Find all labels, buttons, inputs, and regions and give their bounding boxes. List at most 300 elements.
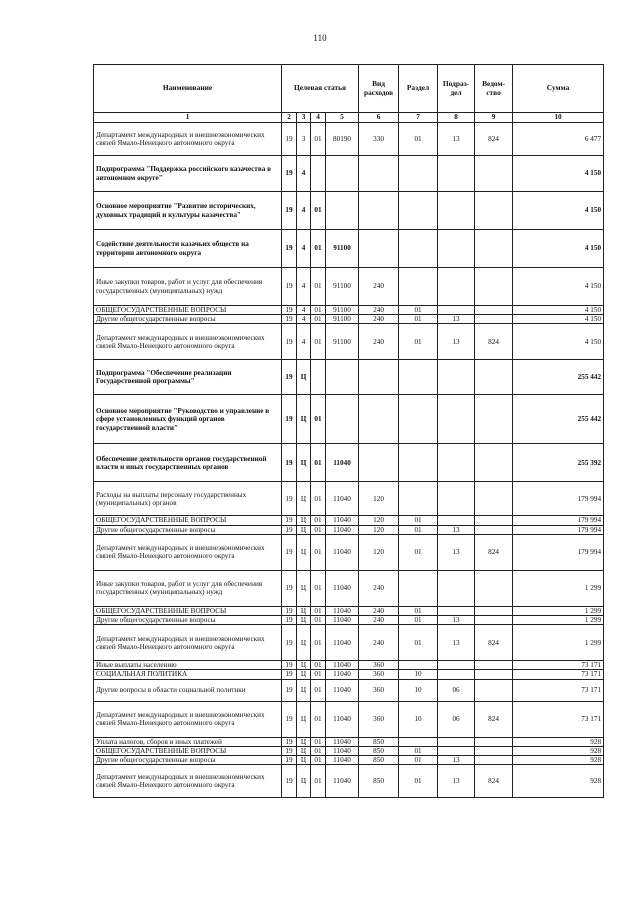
cell-subprogram: Ц [297,679,311,701]
table-row [94,746,604,755]
cell-program: 19 [282,123,297,156]
cell-subsection: 06 [438,701,475,737]
header-subsection: Подраз-дел [438,65,475,113]
cell-measure: 01 [311,737,326,746]
cell-subprogram: Ц [297,606,311,615]
cell-subsection [438,746,475,755]
cell-amount: 73 171 [513,670,604,679]
cell-name: Подпрограмма "Поддержка российского казачества в автономном округе" [94,156,282,192]
cell-subsection [438,306,475,315]
table-row [94,616,604,625]
cell-section [399,661,438,670]
table-row [94,525,604,534]
column-index: 9 [475,113,513,123]
cell-program: 19 [282,192,297,230]
cell-subsection: 13 [438,616,475,625]
cell-department [475,746,513,755]
cell-name: ОБЩЕГОСУДАРСТВЕННЫЕ ВОПРОСЫ [94,306,282,315]
cell-measure: 01 [311,625,326,661]
header-section: Раздел [399,65,438,113]
cell-name: Другие вопросы в области социальной политики [94,679,282,701]
cell-amount: 4 150 [513,306,604,315]
cell-section: 01 [399,525,438,534]
cell-department [475,661,513,670]
cell-expense-type: 240 [359,606,399,615]
table-row [94,606,604,615]
cell-measure: 01 [311,444,326,482]
cell-amount: 179 994 [513,525,604,534]
cell-measure [311,156,326,192]
cell-program: 19 [282,570,297,606]
cell-measure: 01 [311,670,326,679]
cell-subsection: 13 [438,324,475,360]
cell-name: ОБЩЕГОСУДАРСТВЕННЫЕ ВОПРОСЫ [94,606,282,615]
column-index-row [94,113,604,123]
cell-name: Обеспечение деятельности органов государственной власти и иных государственных органов [94,444,282,482]
cell-section: 01 [399,616,438,625]
cell-direction: 91100 [326,306,359,315]
cell-direction [326,395,359,444]
cell-program: 19 [282,516,297,525]
cell-section: 01 [399,756,438,765]
table-row [94,360,604,395]
cell-expense-type: 240 [359,324,399,360]
cell-amount: 4 150 [513,230,604,268]
cell-amount: 928 [513,746,604,755]
cell-name: Расходы на выплаты персоналу государственных (муниципальных) органов [94,482,282,516]
cell-department [475,156,513,192]
cell-program: 19 [282,230,297,268]
cell-department [475,192,513,230]
cell-expense-type: 120 [359,516,399,525]
cell-program: 19 [282,670,297,679]
cell-expense-type: 120 [359,482,399,516]
cell-expense-type: 360 [359,661,399,670]
cell-direction: 11040 [326,516,359,525]
cell-program: 19 [282,616,297,625]
cell-measure [311,360,326,395]
cell-amount: 179 994 [513,534,604,570]
cell-amount: 1 299 [513,606,604,615]
cell-direction: 11040 [326,570,359,606]
cell-name: Другие общегосударственные вопросы [94,756,282,765]
cell-name: Другие общегосударственные вопросы [94,616,282,625]
cell-department [475,756,513,765]
cell-subprogram: Ц [297,570,311,606]
budget-table [93,64,604,798]
cell-subsection [438,192,475,230]
cell-department: 824 [475,123,513,156]
cell-direction: 11040 [326,765,359,798]
cell-subprogram: 4 [297,192,311,230]
cell-program: 19 [282,360,297,395]
cell-amount: 4 150 [513,156,604,192]
cell-department [475,525,513,534]
header-amount: Сумма [513,65,604,113]
cell-subsection [438,606,475,615]
cell-subsection [438,230,475,268]
cell-amount: 1 299 [513,616,604,625]
header-name: Наименование [94,65,282,113]
table-header-row [94,65,604,113]
cell-program: 19 [282,268,297,306]
cell-direction: 11040 [326,482,359,516]
cell-measure: 01 [311,123,326,156]
cell-subprogram: 3 [297,123,311,156]
cell-section: 01 [399,606,438,615]
cell-subsection [438,156,475,192]
cell-direction: 11040 [326,525,359,534]
cell-section: 01 [399,324,438,360]
cell-program: 19 [282,315,297,324]
cell-subprogram: 4 [297,324,311,360]
cell-expense-type: 240 [359,616,399,625]
column-index: 2 [282,113,297,123]
cell-program: 19 [282,701,297,737]
cell-department [475,268,513,306]
cell-expense-type: 360 [359,670,399,679]
cell-measure: 01 [311,306,326,315]
header-expense-type: Вид расходов [359,65,399,113]
cell-name: Подпрограмма "Обеспечение реализации Государственной программы" [94,360,282,395]
cell-measure: 01 [311,192,326,230]
cell-expense-type: 850 [359,756,399,765]
cell-section: 01 [399,625,438,661]
cell-name: Иные выплаты населению [94,661,282,670]
table-row [94,482,604,516]
cell-section [399,268,438,306]
cell-subprogram: Ц [297,616,311,625]
cell-section: 10 [399,679,438,701]
table-row [94,516,604,525]
cell-expense-type [359,395,399,444]
cell-amount: 4 150 [513,324,604,360]
cell-program: 19 [282,679,297,701]
cell-amount: 255 442 [513,360,604,395]
cell-amount: 4 150 [513,192,604,230]
cell-direction: 11040 [326,661,359,670]
cell-subprogram: Ц [297,701,311,737]
table-row [94,315,604,324]
cell-subsection [438,360,475,395]
cell-subsection [438,444,475,482]
cell-subsection: 06 [438,679,475,701]
cell-measure: 01 [311,679,326,701]
cell-measure: 01 [311,268,326,306]
cell-direction: 11040 [326,534,359,570]
cell-direction: 80190 [326,123,359,156]
cell-amount: 255 442 [513,395,604,444]
table-row [94,765,604,798]
cell-department: 824 [475,765,513,798]
cell-department [475,516,513,525]
cell-section: 01 [399,516,438,525]
cell-direction: 11040 [326,606,359,615]
cell-subprogram: Ц [297,360,311,395]
cell-section [399,570,438,606]
cell-name: Другие общегосударственные вопросы [94,315,282,324]
cell-name: Департамент международных и внешнеэкономических связей Ямало-Ненецкого автономного округа [94,534,282,570]
cell-name: Содействие деятельности казачьих обществ на территории автономного округа [94,230,282,268]
cell-subprogram: Ц [297,661,311,670]
cell-program: 19 [282,737,297,746]
cell-subsection [438,268,475,306]
cell-subsection: 13 [438,765,475,798]
column-index: 10 [513,113,604,123]
cell-name: Департамент международных и внешнеэкономических связей Ямало-Ненецкого автономного округа [94,701,282,737]
cell-department [475,306,513,315]
cell-direction: 11040 [326,679,359,701]
cell-direction: 11040 [326,625,359,661]
table-row [94,570,604,606]
table-body [94,123,604,798]
cell-section: 01 [399,306,438,315]
table-row [94,395,604,444]
cell-name: Уплата налогов, сборов и иных платежей [94,737,282,746]
cell-amount: 73 171 [513,701,604,737]
cell-subprogram: Ц [297,746,311,755]
cell-expense-type: 850 [359,765,399,798]
cell-subprogram: Ц [297,765,311,798]
cell-amount: 1 299 [513,625,604,661]
cell-expense-type [359,230,399,268]
cell-amount: 928 [513,737,604,746]
cell-subprogram: 4 [297,268,311,306]
cell-measure: 01 [311,616,326,625]
cell-department [475,444,513,482]
cell-expense-type: 360 [359,679,399,701]
cell-department [475,315,513,324]
cell-measure: 01 [311,661,326,670]
cell-name: Департамент международных и внешнеэкономических связей Ямало-Ненецкого автономного округа [94,625,282,661]
cell-department [475,606,513,615]
cell-subsection [438,570,475,606]
cell-expense-type: 850 [359,746,399,755]
cell-name: Департамент международных и внешнеэкономических связей Ямало-Ненецкого автономного округа [94,324,282,360]
cell-expense-type [359,444,399,482]
cell-program: 19 [282,525,297,534]
cell-direction: 11040 [326,746,359,755]
cell-subprogram: Ц [297,534,311,570]
cell-department [475,679,513,701]
cell-section [399,360,438,395]
cell-department [475,737,513,746]
cell-department [475,670,513,679]
cell-name: Основное мероприятие "Развитие исторических, духовных традиций и культуры казачества" [94,192,282,230]
cell-program: 19 [282,156,297,192]
cell-department: 824 [475,534,513,570]
cell-section [399,395,438,444]
cell-subsection [438,670,475,679]
table-row [94,306,604,315]
cell-measure: 01 [311,324,326,360]
cell-expense-type: 240 [359,570,399,606]
cell-name: Иные закупки товаров, работ и услуг для обеспечения государственных (муниципальных) нужд [94,268,282,306]
cell-name: СОЦИАЛЬНАЯ ПОЛИТИКА [94,670,282,679]
cell-subprogram: Ц [297,482,311,516]
cell-subsection [438,737,475,746]
cell-section: 01 [399,123,438,156]
cell-program: 19 [282,756,297,765]
cell-department [475,482,513,516]
cell-amount: 1 299 [513,570,604,606]
cell-section: 10 [399,701,438,737]
column-index: 3 [297,113,311,123]
cell-section [399,737,438,746]
cell-direction: 11040 [326,737,359,746]
cell-measure: 01 [311,395,326,444]
cell-department: 824 [475,625,513,661]
cell-measure: 01 [311,606,326,615]
cell-subprogram: Ц [297,444,311,482]
cell-amount: 4 150 [513,268,604,306]
cell-section: 01 [399,315,438,324]
table-row [94,670,604,679]
cell-direction: 91100 [326,324,359,360]
cell-expense-type: 120 [359,525,399,534]
cell-expense-type: 240 [359,315,399,324]
cell-section [399,156,438,192]
table-row [94,679,604,701]
cell-subprogram: Ц [297,737,311,746]
page-number: 110 [313,33,327,43]
cell-program: 19 [282,746,297,755]
cell-name: Основное мероприятие "Руководство и управление в сфере установленных функций органов государственной власти" [94,395,282,444]
table-row [94,123,604,156]
column-index: 5 [326,113,359,123]
cell-department: 824 [475,701,513,737]
header-department: Ведом-ство [475,65,513,113]
cell-measure: 01 [311,230,326,268]
cell-expense-type [359,192,399,230]
cell-program: 19 [282,306,297,315]
cell-amount: 179 994 [513,516,604,525]
table-row [94,268,604,306]
cell-expense-type: 120 [359,534,399,570]
cell-measure: 01 [311,516,326,525]
table-row [94,625,604,661]
cell-department [475,616,513,625]
cell-subprogram: Ц [297,516,311,525]
cell-amount: 179 994 [513,482,604,516]
cell-subprogram: 4 [297,315,311,324]
cell-section [399,192,438,230]
column-index: 6 [359,113,399,123]
cell-direction [326,192,359,230]
cell-name: Департамент международных и внешнеэкономических связей Ямало-Ненецкого автономного округа [94,123,282,156]
cell-expense-type: 240 [359,306,399,315]
cell-measure: 01 [311,482,326,516]
column-index: 1 [94,113,282,123]
cell-amount: 928 [513,756,604,765]
table-row [94,701,604,737]
table-row [94,444,604,482]
cell-department [475,570,513,606]
cell-direction [326,156,359,192]
cell-subprogram: Ц [297,625,311,661]
cell-amount: 6 477 [513,123,604,156]
cell-name: ОБЩЕГОСУДАРСТВЕННЫЕ ВОПРОСЫ [94,516,282,525]
cell-department [475,360,513,395]
cell-name: Иные закупки товаров, работ и услуг для обеспечения государственных (муниципальных) нужд [94,570,282,606]
cell-measure: 01 [311,315,326,324]
cell-program: 19 [282,395,297,444]
cell-section [399,444,438,482]
cell-subsection: 13 [438,756,475,765]
table-row [94,756,604,765]
cell-subprogram: 4 [297,306,311,315]
cell-section [399,482,438,516]
cell-direction: 11040 [326,616,359,625]
cell-name: ОБЩЕГОСУДАРСТВЕННЫЕ ВОПРОСЫ [94,746,282,755]
cell-direction: 91100 [326,230,359,268]
cell-measure: 01 [311,534,326,570]
cell-program: 19 [282,444,297,482]
cell-expense-type: 240 [359,268,399,306]
cell-measure: 01 [311,525,326,534]
cell-expense-type: 360 [359,701,399,737]
table-row [94,192,604,230]
cell-subsection [438,482,475,516]
table-row [94,534,604,570]
cell-subsection: 13 [438,525,475,534]
cell-direction: 91100 [326,268,359,306]
cell-subprogram: Ц [297,525,311,534]
cell-section: 01 [399,534,438,570]
cell-program: 19 [282,324,297,360]
cell-measure: 01 [311,746,326,755]
table-row [94,324,604,360]
table-row [94,156,604,192]
cell-subprogram: 4 [297,156,311,192]
cell-subsection: 13 [438,123,475,156]
column-index: 8 [438,113,475,123]
cell-amount: 255 392 [513,444,604,482]
cell-program: 19 [282,625,297,661]
cell-subprogram: 4 [297,230,311,268]
header-target-article: Целевая статья [282,65,359,113]
cell-section: 01 [399,765,438,798]
cell-amount: 4 150 [513,315,604,324]
cell-section [399,230,438,268]
cell-subprogram: Ц [297,756,311,765]
cell-expense-type: 240 [359,625,399,661]
column-index: 4 [311,113,326,123]
cell-direction [326,360,359,395]
cell-name: Департамент международных и внешнеэкономических связей Ямало-Ненецкого автономного округа [94,765,282,798]
cell-department [475,395,513,444]
column-index: 7 [399,113,438,123]
cell-expense-type [359,360,399,395]
cell-section: 01 [399,746,438,755]
cell-department: 824 [475,324,513,360]
cell-department [475,230,513,268]
cell-direction: 91100 [326,315,359,324]
cell-expense-type [359,156,399,192]
cell-section: 10 [399,670,438,679]
cell-program: 19 [282,661,297,670]
cell-name: Другие общегосударственные вопросы [94,525,282,534]
cell-program: 19 [282,765,297,798]
cell-subsection [438,661,475,670]
cell-subprogram: Ц [297,395,311,444]
cell-expense-type: 850 [359,737,399,746]
cell-measure: 01 [311,701,326,737]
cell-direction: 11040 [326,670,359,679]
cell-measure: 01 [311,765,326,798]
cell-subsection [438,395,475,444]
cell-measure: 01 [311,756,326,765]
